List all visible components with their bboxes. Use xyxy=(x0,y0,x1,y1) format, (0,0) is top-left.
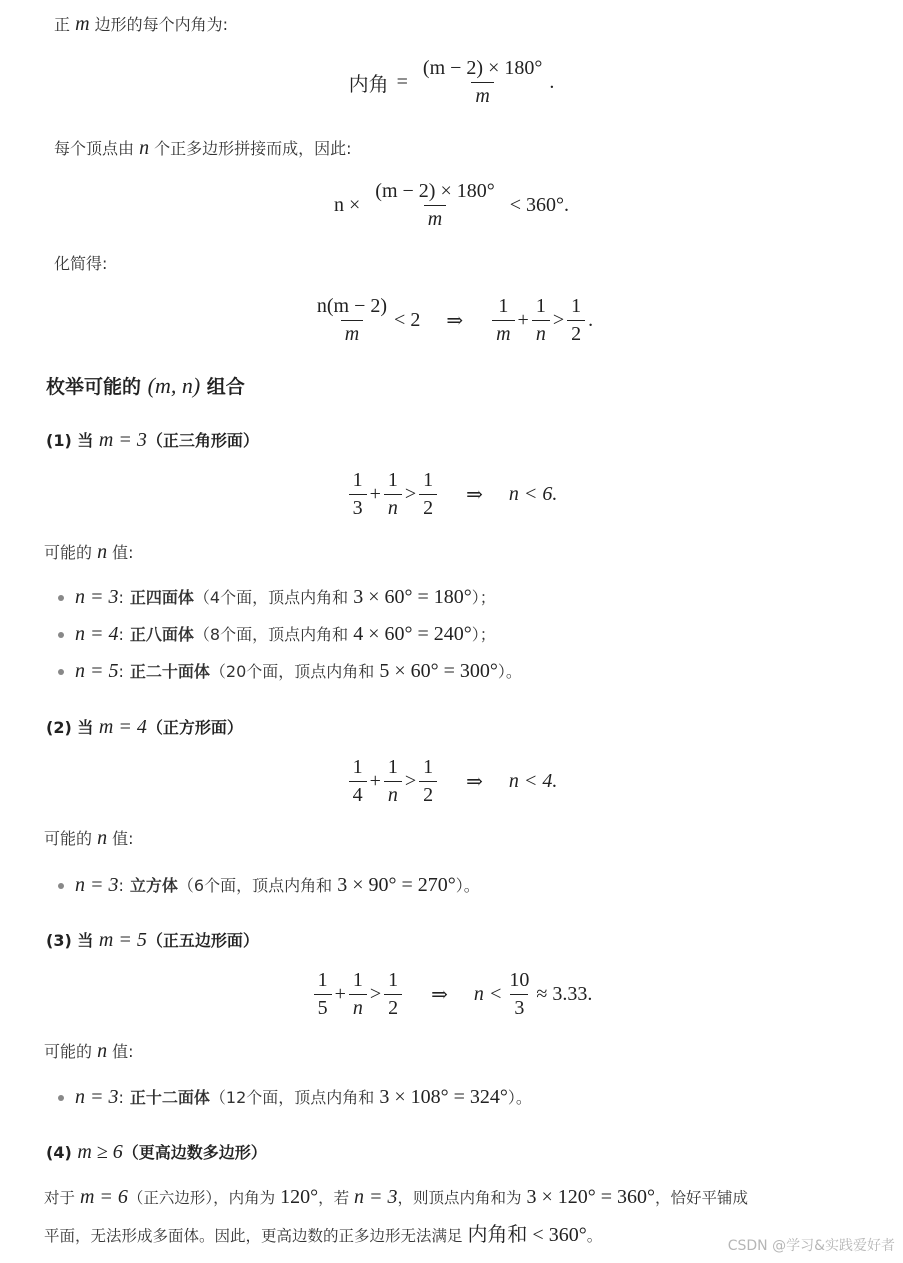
case-2-possible-label: 可能的 n 值: xyxy=(44,827,134,849)
bullet-dot xyxy=(58,883,64,889)
case-1-item-3: n = 5: 正二十面体（20个面，顶点内角和 5 × 60° = 300°）。 xyxy=(75,660,522,682)
case-2-equation: $\frac{1}{4}$ + $\frac{1}{n}$ > $\frac{1}{2}$ ⇒ n < 4. xyxy=(0,753,903,809)
case-3-heading: (3) 当 m = 5（正五边形面） xyxy=(46,929,259,951)
bullet-dot xyxy=(58,669,64,675)
case-1-item-2: n = 4: 正八面体（8个面，顶点内角和 4 × 60° = 240°）； xyxy=(75,623,496,645)
case-1-heading: (1) 当 m = 3（正三角形面） xyxy=(46,429,259,451)
bullet-dot xyxy=(58,1095,64,1101)
intro-line-3: 化简得: xyxy=(54,254,108,273)
case-3-possible-label: 可能的 n 值: xyxy=(44,1040,134,1062)
equation-simplified: $\frac{n(m - 2)}{m}$ < 2 ⇒ $\frac{1}{m}$ + $\frac{1}{n}$ > $\frac{1}{2}$ . xyxy=(316,294,594,345)
intro-line-1: 正 m 边形的每个内角为: xyxy=(54,13,229,35)
case-4-paragraph-line-2: 平面，无法形成多面体。因此，更高边数的正多边形无法满足 内角和 < 360°。 xyxy=(44,1224,603,1246)
equation-vertex-sum: n × $\frac{(m - 2) \times 180^\circ}{m}$ < 360°. xyxy=(334,179,569,230)
case-4-paragraph-line-1: 对于 m = 6（正六边形），内角为 120°，若 n = 3，则顶点内角和为 3 × 120° = 360°，恰好平铺成 xyxy=(44,1186,749,1208)
case-3-item-1: n = 3: 正十二面体（12个面，顶点内角和 3 × 108° = 324°）。 xyxy=(75,1086,532,1108)
csdn-watermark: CSDN @学习&实践爱好者 xyxy=(727,1238,895,1254)
case-1-possible-label: 可能的 n 值: xyxy=(44,541,134,563)
case-1-equation: $\frac{1}{3}$ + $\frac{1}{n}$ > $\frac{1}{2}$ ⇒ n < 6. xyxy=(0,466,903,522)
case-3-equation: $\frac{1}{5}$ + $\frac{1}{n}$ > $\frac{1}{2}$ ⇒ n < $\frac{10}{3}$ ≈ 3.33. xyxy=(0,966,903,1022)
intro-line-2: 每个顶点由 n 个正多边形拼接而成，因此: xyxy=(54,137,352,159)
case-4-heading: (4) m ≥ 6（更高边数多边形） xyxy=(46,1141,267,1163)
case-2-heading: (2) 当 m = 4（正方形面） xyxy=(46,716,243,738)
bullet-dot xyxy=(58,632,64,638)
section-heading: 枚举可能的 (m, n) 组合 xyxy=(46,373,245,398)
case-2-item-1: n = 3: 立方体（6个面，顶点内角和 3 × 90° = 270°）。 xyxy=(75,874,480,896)
case-1-item-1: n = 3: 正四面体（4个面，顶点内角和 3 × 60° = 180°）； xyxy=(75,586,496,608)
equation-interior-angle: 内角 = $\frac{(m - 2) \times 180^\circ}{m}$ . xyxy=(348,56,555,107)
bullet-dot xyxy=(58,595,64,601)
